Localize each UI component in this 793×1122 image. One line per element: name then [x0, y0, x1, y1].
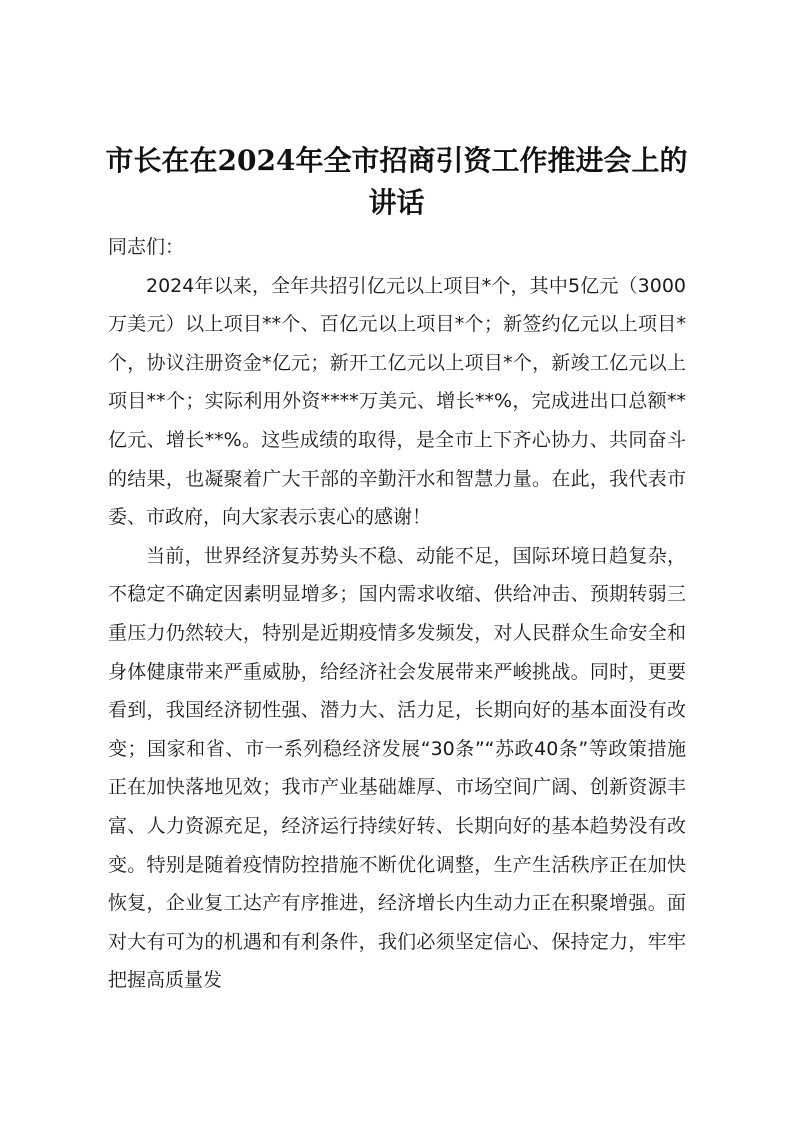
salutation: 同志们： [108, 236, 185, 258]
document-body [108, 228, 686, 1000]
paragraph-achievements: 2024年以来，全年共招引亿元以上项目*个，其中5亿元（3000万美元）以上项目**个、百亿元以上项目*个；新签约亿元以上项目*个，协议注册资金*亿元；新开工亿元以上项目*个，新竣工亿元以上项目**个；实际利用外资****万美元、增长**%，完成进出口总额**亿元、增长**%。这些成绩的取得，是全市上下齐心协力、共同奋斗的结果，也凝聚着广大干部的辛勤汗水和智慧力量。在此，我代表市委、市政府，向大家表示衷心的感谢！ [108, 274, 686, 529]
document-title: 市长在在2024年全市招商引资工作推进会上的讲话 [105, 144, 688, 219]
paragraph-situation: 当前，世界经济复苏势头不稳、动能不足，国际环境日趋复杂，不稳定不确定因素明显增多；国内需求收缩、供给冲击、预期转弱三重压力仍然较大，特别是近期疫情多发频发，对人民群众生命安全和身体健康带来严重威胁，给经济社会发展带来严峻挑战。同时，更要看到，我国经济韧性强、潜力大、活力足，长期向好的基本面没有改变；国家和省、市一系列稳经济发展“30条”“苏政40条”等政策措施正在加快落地见效；我市产业基础雄厚、市场空间广阔、创新资源丰富、人力资源充足，经济运行持续好转、长期向好的基本趋势没有改变。特别是随着疫情防控措施不断优化调整，生产生活秩序正在加快恢复，企业复工达产有序推进，经济增长内生动力正在积聚增强。面对大有可为的机遇和有利条件，我们必须坚定信心、保持定力，牢牢把握高质量发 [108, 544, 686, 992]
